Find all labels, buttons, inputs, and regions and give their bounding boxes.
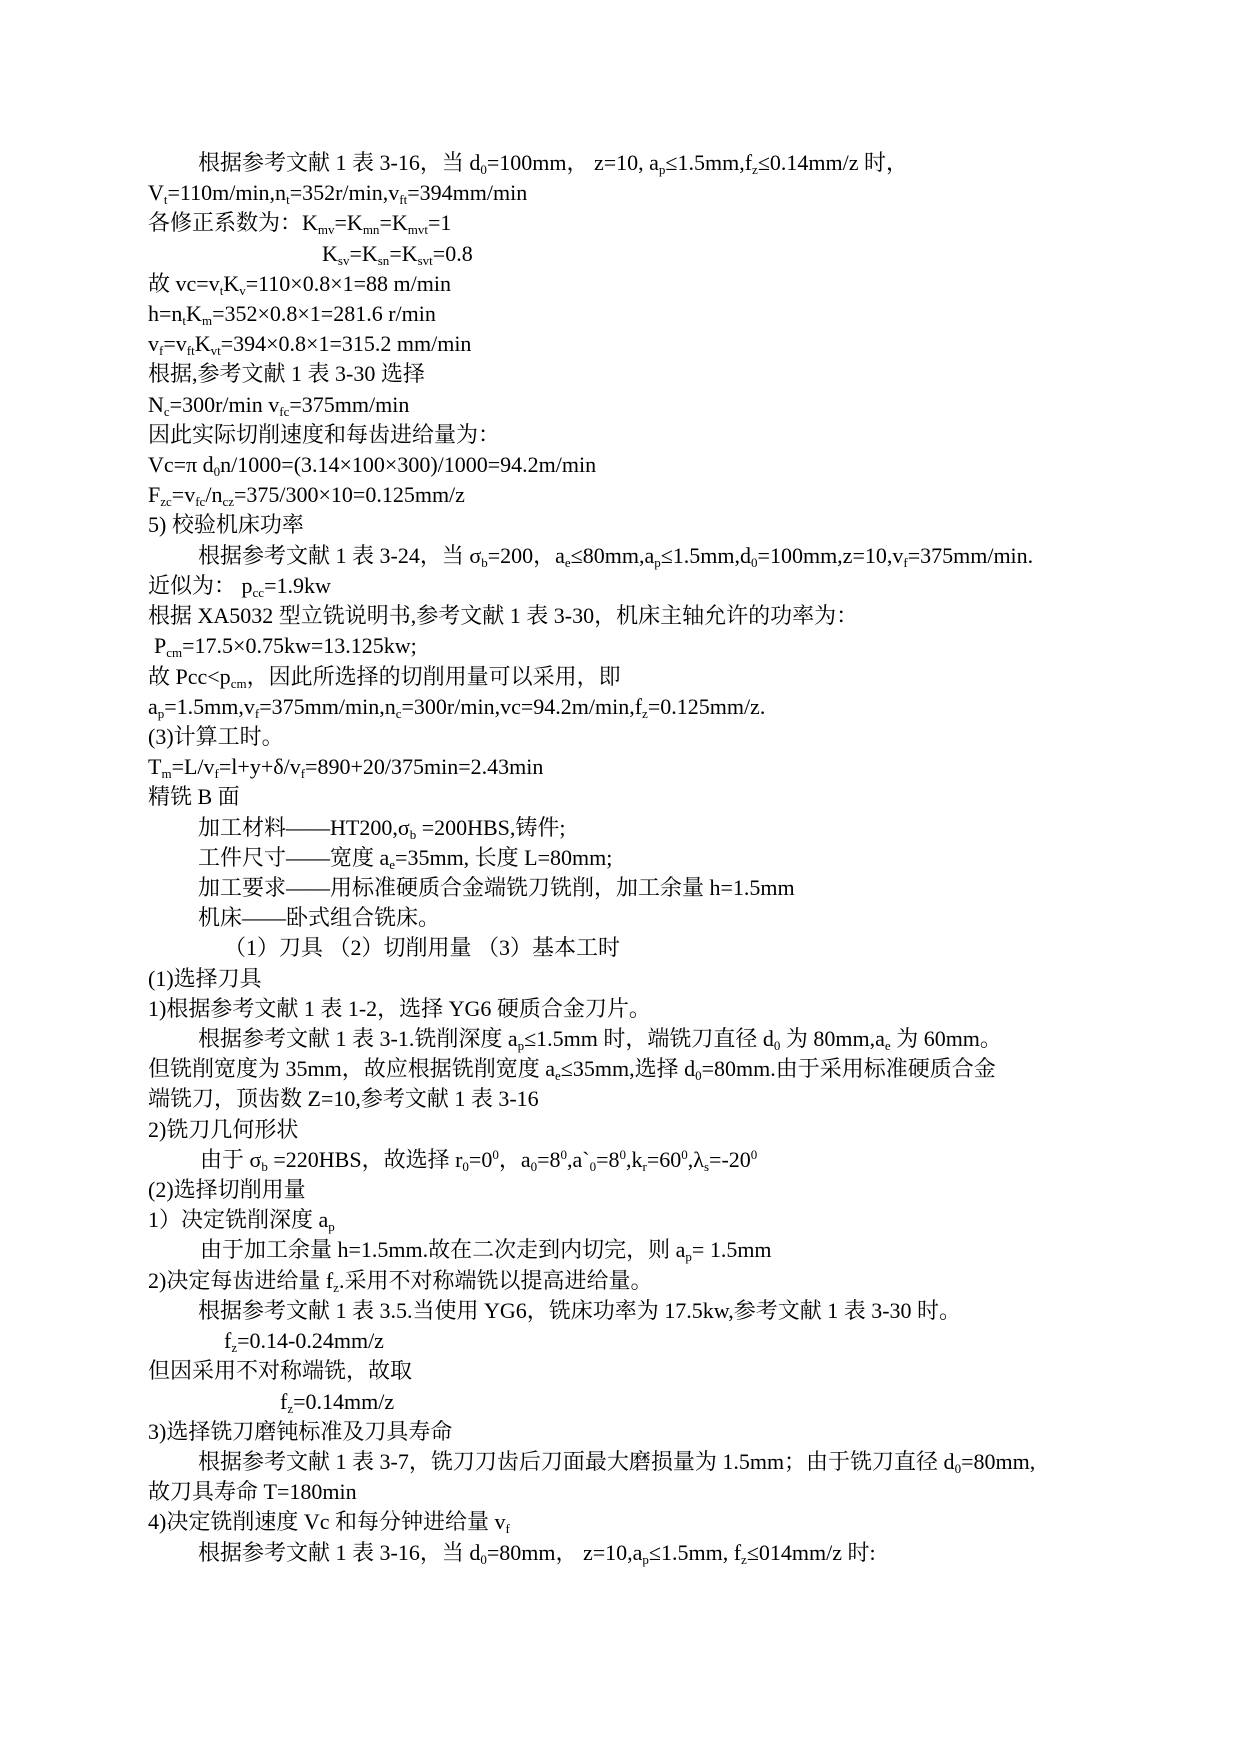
text-line: $V_t=110m/\min,n_t=352r/\min,v_{ft}=394mm/\min$ xyxy=(148,180,528,207)
text-line: $f_z=0.14-0.24mm/z$ xyxy=(224,1328,384,1355)
text-line: 1）决定铣削深度 $a_p$ xyxy=(148,1207,335,1234)
text-line: $h=n_tK_m=352\times 0.8\times 1=281.6$ r/min xyxy=(148,301,436,328)
text-line: 加工要求——用标准硬质合金端铣刀铣削，加工余量 h=1.5mm xyxy=(198,875,795,900)
text-line: 由于 $\sigma_b =220HBS$，故选择 $r_0=0^0$，$a_0=8^0,a`_0=8^0,k_r=60^0,\lambda_s=-20^0$ xyxy=(200,1147,758,1174)
text-line: 根据参考文献 1 表 3-16，当 $d_0=100mm$， z=10, $a_p\le 1.5mm,f_z\le 0.14mm/z$ 时， xyxy=(198,150,908,177)
text-line: 根据 XA5032 型立铣说明书,参考文献 1 表 3-30，机床主轴允许的功率为： xyxy=(148,603,859,628)
text-line: （1）刀具 （2）切削用量 （3）基本工时 xyxy=(224,935,621,960)
text-line: 根据参考文献 1 表 3-7，铣刀刀齿后刀面最大磨损量为 1.5mm；由于铣刀直径 $d_0=80mm$, xyxy=(198,1449,1036,1476)
text-line: 故刀具寿命 T=180min xyxy=(148,1479,357,1504)
text-line: 根据参考文献 1 表 3-24，当 $\sigma_b=200$，$a_e\le 80mm,a_p\le 1.5mm,d_0=100mm,z=10,v_f=375mm/\min$. xyxy=(198,543,1034,570)
text-line: 由于加工余量 h=1.5mm.故在二次走到内切完，则 $a_p= 1.5mm$ xyxy=(200,1237,772,1264)
text-line: 根据参考文献 1 表 3-1.铣削深度 $a_p\le 1.5mm$ 时，端铣刀直径 $d_0$ 为 $80mm,a_e$ 为 60mm。 xyxy=(198,1026,1002,1053)
text-line: $F_{zc}=v_{fc}/n_{cz}=375/300\times 10=0.125mm/z$ xyxy=(148,482,465,509)
text-line: (3)计算工时。 xyxy=(148,724,284,749)
text-line: 根据参考文献 1 表 3-16，当 $d_0=80mm$， $z=10,a_p\le 1.5mm$, $f_z\le 014mm/z$ 时: xyxy=(198,1540,876,1567)
text-line: $f_z=0.14mm/z$ xyxy=(280,1389,395,1416)
text-line: $a_p=1.5mm,v_f=375mm/\min,n_c=300r/\min,vc=94.2m/\min,f_z=0.125mm/z$. xyxy=(148,694,766,721)
text-line: 故 $Pcc<p_{cm}$，因此所选择的切削用量可以采用，即 xyxy=(148,664,621,691)
text-line: $K_{sv}=K_{sn}=K_{svt}=0.8$ xyxy=(322,241,473,268)
text-line: 但铣削宽度为 35mm，故应根据铣削宽度 $a_e\le 35mm$,选择 $d_0=80mm$.由于采用标准硬质合金 xyxy=(148,1056,996,1083)
text-line: 机床——卧式组合铣床。 xyxy=(198,905,441,930)
text-line: 1)根据参考文献 1 表 1-2，选择 YG6 硬质合金刀片。 xyxy=(148,996,651,1021)
text-line: 根据参考文献 1 表 3.5.当使用 YG6，铣床功率为 17.5kw,参考文献 1 表 3-30 时。 xyxy=(198,1298,962,1323)
text-line: $v_f=v_{ft}K_{vt}=394\times 0.8\times 1=315.2$ mm/min xyxy=(148,331,472,358)
text-line: 各修正系数为：$K_{mv}=K_{mn}=K_{mvt}=1$ xyxy=(148,210,452,237)
text-line: (2)选择切削用量 xyxy=(148,1177,306,1202)
text-line: 精铣 B 面 xyxy=(148,784,240,809)
text-line: 2)决定每齿进给量 $f_z$.采用不对称端铣以提高进给量。 xyxy=(148,1268,653,1295)
text-line: 但因采用不对称端铣，故取 xyxy=(148,1358,413,1383)
text-line: $P_{cm}=17.5\times 0.75kw=13.125kw$; xyxy=(154,633,417,660)
text-line: 5) 校验机床功率 xyxy=(148,512,304,537)
text-line: 端铣刀，顶齿数 Z=10,参考文献 1 表 3-16 xyxy=(148,1086,539,1111)
text-line: 根据,参考文献 1 表 3-30 选择 xyxy=(148,361,425,386)
text-line: (1)选择刀具 xyxy=(148,966,262,991)
text-line: 2)铣刀几何形状 xyxy=(148,1117,299,1142)
text-line: 3)选择铣刀磨钝标准及刀具寿命 xyxy=(148,1419,453,1444)
text-line: Vc=π $d_0n/1000=(3.14\times 100\times 300)/1000=94.2m/\min$ xyxy=(148,452,597,479)
text-line: 故 $vc=v_tK_v=110\times 0.8\times 1=88$ m/min xyxy=(148,271,451,298)
text-line: 因此实际切削速度和每齿进给量为： xyxy=(148,422,501,447)
text-line: $T_m=L/v_f=l+y+\delta/v_f=890+20/375\min=2.43\min$ xyxy=(148,754,544,781)
text-line: 工件尺寸——宽度 $a_e=35mm$, 长度 L=80mm; xyxy=(198,845,613,872)
text-line: 近似为： $p_{cc}=1.9kw$ xyxy=(148,573,331,600)
text-line: 加工材料$——HT200,\sigma_b =200HBS$,铸件; xyxy=(198,815,566,842)
text-line: $N_c=300r/\min$ $v_{fc}=375mm/\min$ xyxy=(148,392,410,419)
text-line: 4)决定铣削速度 Vc 和每分钟进给量 $v_f$ xyxy=(148,1509,510,1536)
